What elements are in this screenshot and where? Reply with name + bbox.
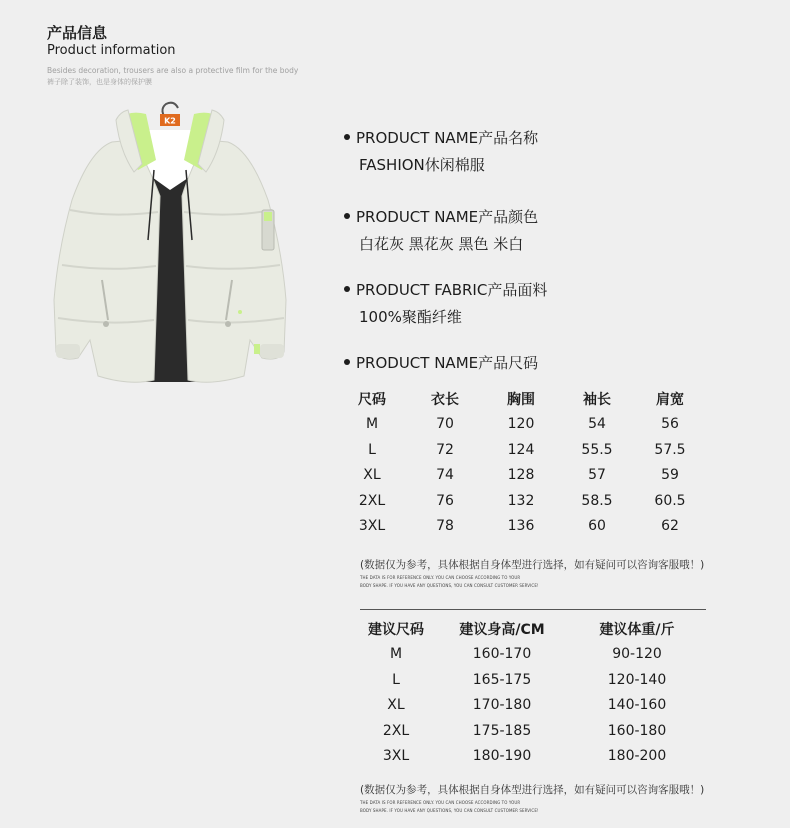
jacket-image — [50, 100, 290, 390]
table-row: L 165-175 120-140 — [392, 671, 667, 688]
right-cuff — [260, 344, 284, 358]
table-row: M 160-170 90-120 — [389, 646, 662, 663]
reference-note-en-2: BODY SHAPE. IF YOU HAVE ANY QUESTIONS, YOU CAN CONSULT CUSTOMER SERVICE! — [360, 583, 539, 588]
recommendation-table — [360, 616, 702, 769]
reference-note-bottom-en-2: BODY SHAPE. IF YOU HAVE ANY QUESTIONS, YOU CAN CONSULT CUSTOMER SERVICE! — [360, 808, 539, 813]
size-table — [348, 386, 694, 539]
spec-color: PRODUCT NAME产品颜色 白花灰 黑花灰 黑色 米白 — [344, 206, 538, 254]
brand-badge-text: K2 — [164, 116, 176, 126]
size-table-header: 尺码 衣长 胸围 袖长 肩宽 — [358, 391, 684, 408]
header-desc-zh: 裤子除了装饰，也是身体的保护膜 — [47, 78, 152, 86]
table-row: L 72 124 55.5 57.5 — [368, 441, 686, 458]
table-row: 2XL 76 132 58.5 60.5 — [358, 492, 686, 509]
spec-fabric: PRODUCT FABRIC产品面料 100%聚酯纤维 — [344, 279, 547, 327]
bullet-icon — [344, 134, 350, 140]
spec-name: PRODUCT NAME产品名称 FASHION休闲棉服 — [344, 127, 538, 175]
bullet-icon — [344, 286, 350, 292]
divider — [360, 609, 706, 610]
table-row: M 70 120 54 56 — [365, 416, 679, 433]
header-desc-en: Besides decoration, trousers are also a protective film for the body — [47, 66, 299, 75]
header-title-zh: 产品信息 — [47, 24, 108, 42]
header-title-en: Product information — [47, 43, 176, 58]
table-row: 3XL 180-190 180-200 — [382, 748, 667, 765]
reference-note-en-1: THE DATA IS FOR REFERENCE ONLY. YOU CAN CHOOSE ACCORDING TO YOUR — [360, 575, 521, 580]
reference-note-bottom-en-1: THE DATA IS FOR REFERENCE ONLY. YOU CAN CHOOSE ACCORDING TO YOUR — [360, 800, 521, 805]
reference-note: (数据仅为参考，具体根据自身体型进行选择，如有疑问可以咨询客服哦！) — [360, 559, 705, 571]
bullet-icon — [344, 359, 350, 365]
table-row: 3XL 78 136 60 62 — [358, 518, 679, 535]
spec-size: PRODUCT NAME产品尺码 — [344, 352, 538, 373]
left-cuff — [56, 344, 80, 358]
rec-table-header: 建议尺码 建议身高/CM 建议体重/斤 — [368, 621, 675, 638]
table-row: XL 170-180 140-160 — [387, 697, 667, 714]
table-row: 2XL 175-185 160-180 — [382, 722, 667, 739]
reference-note-bottom: (数据仅为参考，具体根据自身体型进行选择，如有疑问可以咨询客服哦！) — [360, 784, 705, 796]
bullet-icon — [344, 213, 350, 219]
table-row: XL 74 128 57 59 — [363, 467, 679, 484]
